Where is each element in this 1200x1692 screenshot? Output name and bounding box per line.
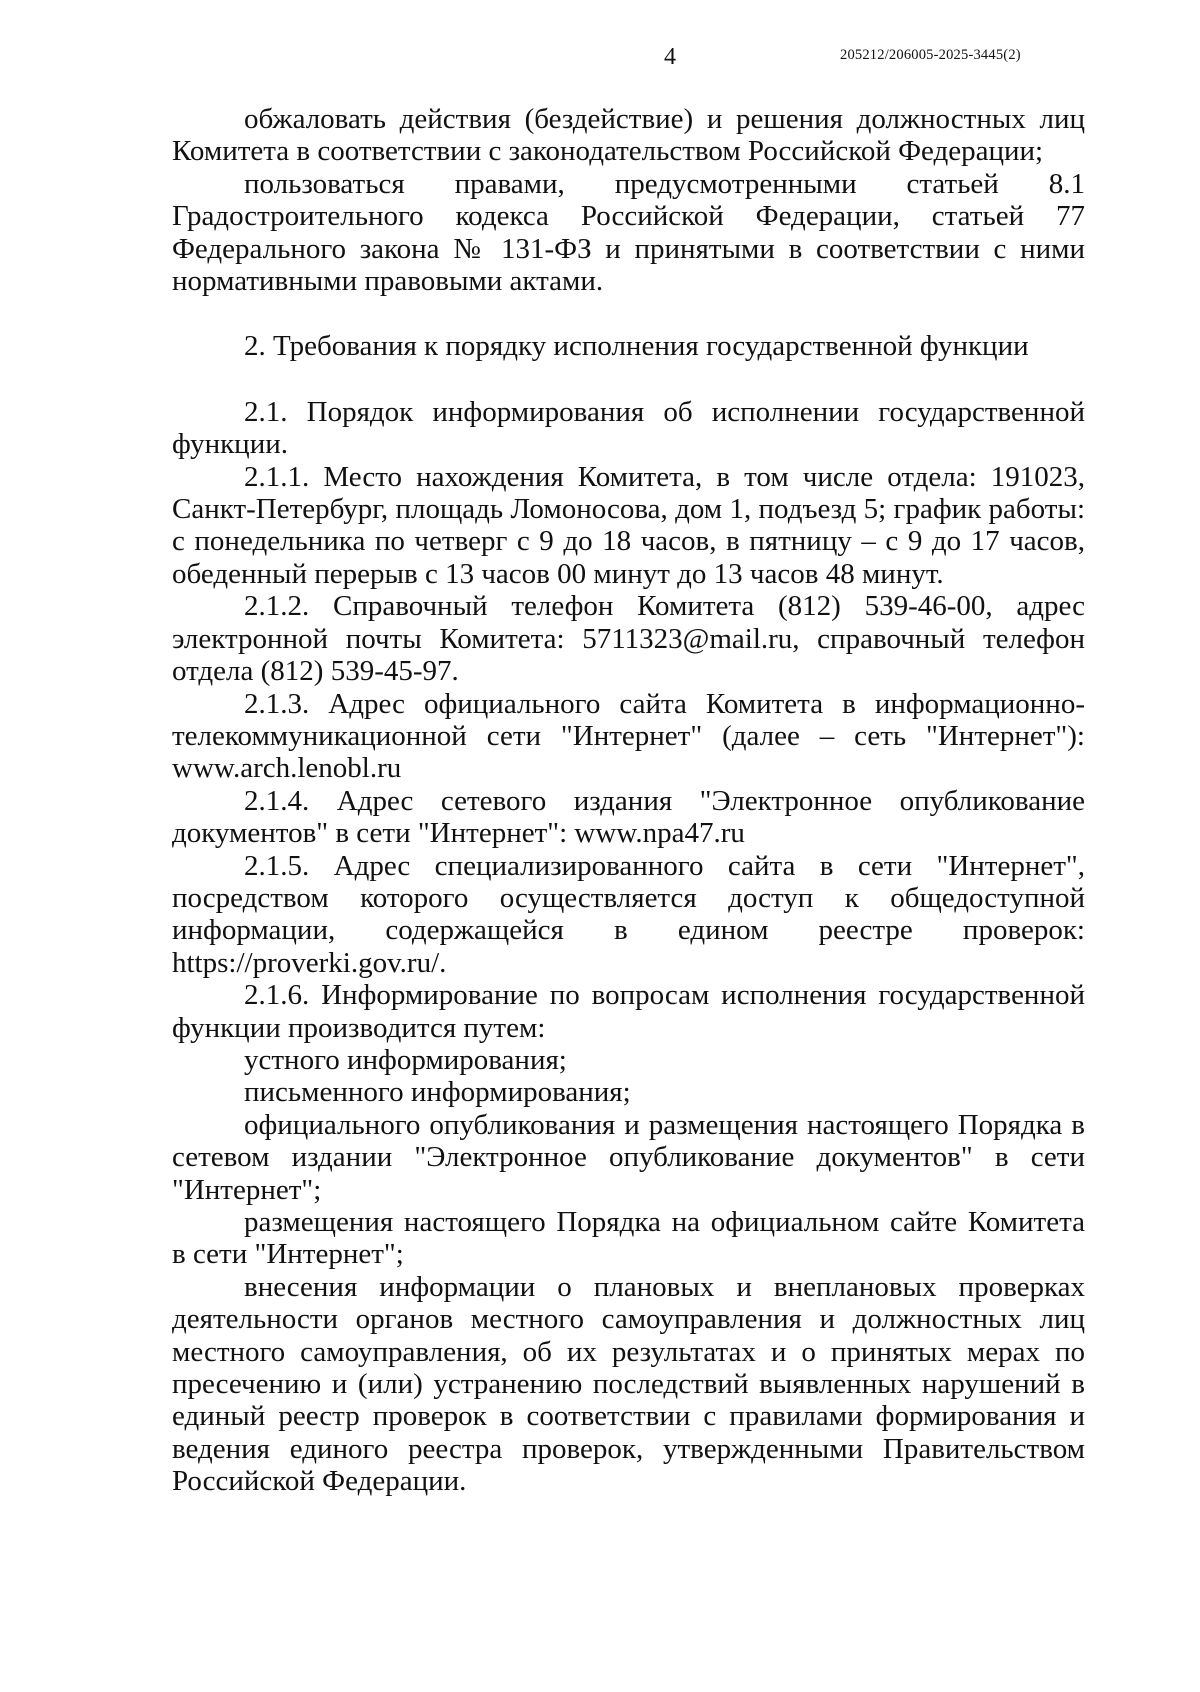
- paragraph-2-1-2: 2.1.2. Справочный телефон Комитета (812) 539-46-00, адрес электронной почты Комитета: 5711323@mail.ru, справочный телефон отдела (812) 539-45-97.: [172, 590, 1085, 688]
- paragraph-2-1-4: 2.1.4. Адрес сетевого издания "Электронное опубликование документов" в сети "Интернет": www.npa47.ru: [172, 784, 1085, 850]
- list-item-site-placement: размещения настоящего Порядка на официальном сайте Комитета в сети "Интернет";: [172, 1206, 1085, 1271]
- paragraph-2-1-3: 2.1.3. Адрес официального сайта Комитета в информационно-телекоммуникационной сети "Интернет" (далее – сеть "Интернет"): www.arch.lenobl.ru: [172, 687, 1085, 785]
- list-item-written-informing: письменного информирования;: [244, 1076, 631, 1109]
- list-item-official-publication: официального опубликования и размещения настоящего Порядка в сетевом издании "Электронное опубликование документов" в сети "Интернет";: [172, 1108, 1085, 1206]
- spacer: [172, 363, 1085, 396]
- paragraph-2-1-5: 2.1.5. Адрес специализированного сайта в сети "Интернет", посредством которого осуществляется доступ к общедоступной информации, содержащейся в едином реестре проверок: https://proverki.gov.ru/.: [172, 849, 1085, 979]
- paragraph-appeal-rights: обжаловать действия (бездействие) и решения должностных лиц Комитета в соответствии с законодательством Российской Федерации;: [172, 103, 1085, 168]
- paragraph-2-1: 2.1. Порядок информирования об исполнении государственной функции.: [172, 395, 1085, 461]
- paragraph-use-rights: пользоваться правами, предусмотренными статьей 8.1 Градостроительного кодекса Российской Федерации, статьей 77 Федерального закона № 131-ФЗ и принятыми в соответствии с ними нормативными правовыми актами.: [172, 167, 1085, 298]
- list-item-oral-informing: устного информирования;: [244, 1043, 567, 1076]
- document-body: [172, 103, 1085, 1498]
- document-id: 205212/206005-2025-3445(2): [840, 47, 1021, 63]
- paragraph-2-1-6: 2.1.6. Информирование по вопросам исполнения государственной функции производится путем:: [172, 979, 1085, 1044]
- spacer: [172, 297, 1085, 330]
- paragraph-2-1-1: 2.1.1. Место нахождения Комитета, в том числе отдела: 191023, Санкт-Петербург, площадь Ломоносова, дом 1, подъезд 5; график работы: с понедельника по четверг с 9 до 18 часов, в пятницу – с 9 до 17 часов, обеденный перерыв с 13 часов 00 минут до 13 часов 48 минут.: [172, 460, 1085, 590]
- page-number: 4: [664, 44, 676, 70]
- list-item-registry-entry: внесения информации о плановых и внеплановых проверках деятельности органов местного самоуправления и должностных лиц местного самоуправления, об их результатах и о принятых мерах по пресечению и (или) устранению последствий выявленных нарушений в единый реестр проверок в соответствии с правилами формирования и ведения единого реестра проверок, утвержденными Правительством Российской Федерации.: [172, 1270, 1085, 1498]
- section-heading: 2. Требования к порядку исполнения государственной функции: [244, 330, 1029, 363]
